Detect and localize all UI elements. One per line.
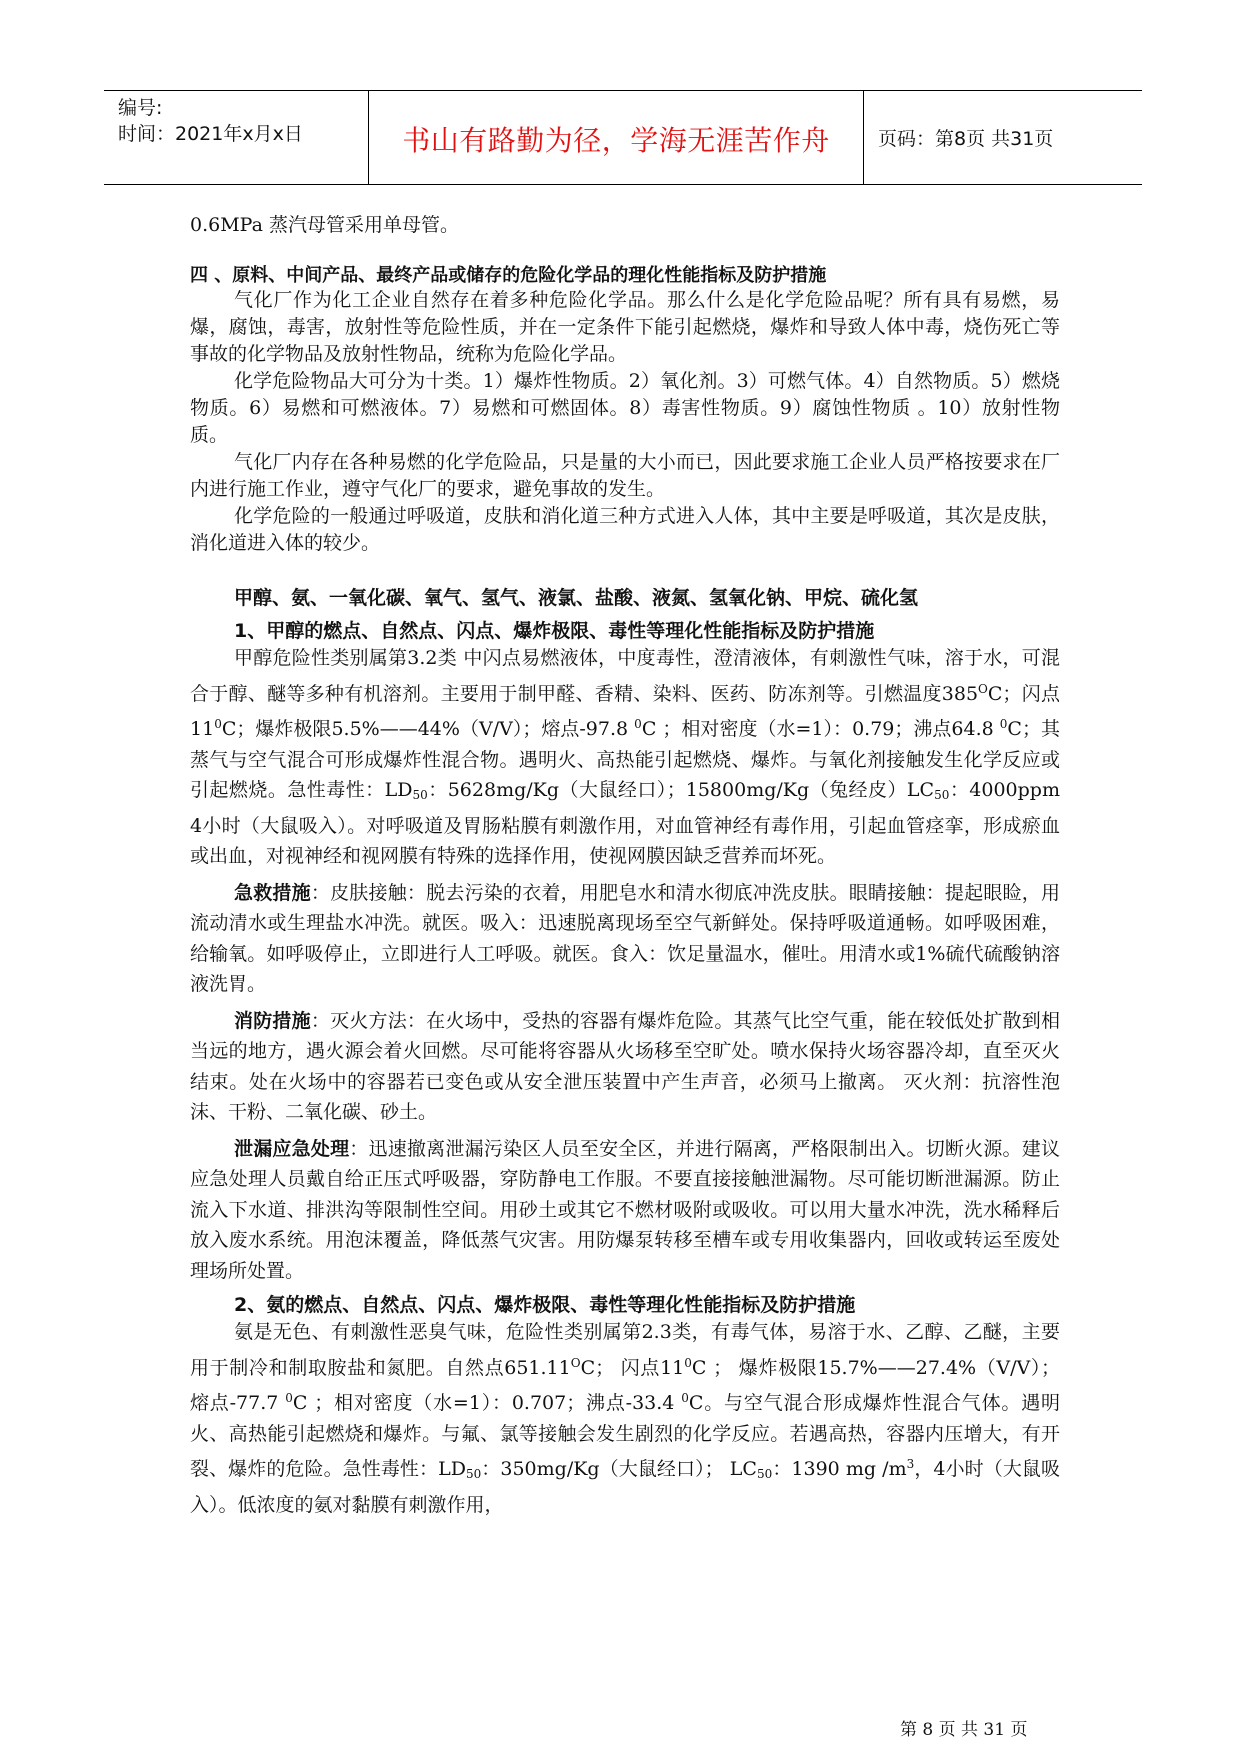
header-motto-cell: [369, 91, 864, 184]
intro-paragraph-1: 气化厂作为化工企业自然存在着多种危险化学品。那么什么是化学危险品呢？所有具有易燃，易爆，腐蚀，毒害，放射性等危险性质，并在一定条件下能引起燃烧，爆炸和导致人体中毒，烧伤死亡等事故的化学物品及放射性物品，统称为危险化学品。: [190, 289, 1060, 365]
page-footer: 第 8 页 共 31 页: [900, 1720, 1028, 1740]
header-page-label: 页码：第8页 共31页: [878, 128, 1054, 150]
methanol-leak-paragraph: 泄漏应急处理：迅速撤离泄漏污染区人员至安全区，并进行隔离，严格限制出入。切断火源。建议应急处理人员戴自给正压式呼吸器，穿防静电工作服。不要直接接触泄漏物。尽可能切断泄漏源。防止流入下水道、排洪沟等限制性空间。用砂土或其它不燃材吸附或吸收。可以用大量水冲洗，洗水稀释后放入废水系统。用泡沫覆盖，降低蒸气灾害。用防爆泵转移至槽车或专用收集器内，回收或转运至废处理场所处置。: [190, 1137, 1060, 1282]
paragraph-steam-pipe: 0.6MPa 蒸汽母管采用单母管。: [190, 214, 459, 236]
methanol-section-title: 1、甲醇的燃点、自然点、闪点、爆炸极限、毒性等理化性能指标及防护措施: [234, 620, 875, 642]
document-number-label: 编号:: [118, 97, 163, 119]
methanol-properties-paragraph: 甲醇危险性类别属第3.2类 中闪点易燃液体，中度毒性，澄清液体，有刺激性气味，溶于水，可混合于醇、醚等多种有机溶剂。主要用于制甲醛、香精、染料、医药、防冻剂等。引燃温度$385^OC$；闪点$11^0C$；爆炸极限5.5%——44%（V/V）；熔点-97.8 $^0$C ；相对密度（水=1）：0.79；沸点64.8 $^0$C；其蒸气与空气混合可形成爆炸性混合物。遇明火、高热能引起燃烧、爆炸。与氧化剂接触发生化学反应或引起燃烧。急性毒性：$LD_{50}$：5628mg/Kg（大鼠经口）；15800mg/Kg（兔经皮）$LC_{50}$：4000ppm 4小时（大鼠吸入）。对呼吸道及胃肠粘膜有刺激作用，对血管神经有毒作用，引起血管痉挛，形成瘀血或出血，对视神经和视网膜有特殊的选择作用，使视网膜因缺乏营养而坏死。: [190, 647, 1060, 867]
first-aid-label: 急救措施: [234, 881, 311, 904]
section-title: 四 、原料、中间产品、最终产品或储存的危险化学品的理化性能指标及防护措施: [190, 265, 827, 286]
chemical-list-heading: 甲醇、氨、一氧化碳、氧气、氢气、液氯、盐酸、液氮、氢氧化钠、甲烷、硫化氢: [234, 587, 919, 609]
intro-paragraph-2: 化学危险物品大可分为十类。1）爆炸性物质。2）氧化剂。3）可燃气体。4）自然物质。5）燃烧物质。6）易燃和可燃液体。7）易燃和可燃固体。8）毒害性物质。9）腐蚀性物质 。10）放射性物质。: [190, 370, 1060, 446]
document-body: [190, 212, 1060, 1520]
intro-paragraph-4: 化学危险的一般通过呼吸道，皮肤和消化道三种方式进入人体，其中主要是呼吸道，其次是皮肤，消化道进入体的较少。: [190, 505, 1060, 554]
methanol-first-aid-paragraph: 急救措施：皮肤接触：脱去污染的衣着，用肥皂水和清水彻底冲洗皮肤。眼睛接触：提起眼睑，用流动清水或生理盐水冲洗。就医。吸入：迅速脱离现场至空气新鲜处。保持呼吸道通畅。如呼吸困难，给输氧。如呼吸停止，立即进行人工呼吸。就医。食入：饮足量温水，催吐。用清水或1%硫代硫酸钠溶液洗胃。: [190, 881, 1060, 995]
intro-paragraph-3: 气化厂内存在各种易燃的化学危险品，只是量的大小而已，因此要求施工企业人员严格按要求在厂内进行施工作业，遵守气化厂的要求，避免事故的发生。: [190, 451, 1060, 500]
ammonia-properties-paragraph: 氨是无色、有刺激性恶臭气味，危险性类别属第2.3类，有毒气体，易溶于水、乙醇、乙醚，主要用于制冷和制取胺盐和氮肥。自然点$651.11^OC$； 闪点$11^0C$ ； 爆炸极限15.7%——27.4%（V/V）； 熔点-77.7 $^0$C ；相对密度（水=1）：0.707；沸点-33.4 $^0$C。与空气混合形成爆炸性混合气体。遇明火、高热能引起燃烧和爆炸。与氟、氯等接触会发生剧烈的化学反应。若遇高热，容器内压增大，有开裂、爆炸的危险。急性毒性：$LD_{50}$：350mg/Kg（大鼠经口）； $LC_{50}$：1390 mg $/m^3$，4小时（大鼠吸入）。低浓度的氨对黏膜有刺激作用，: [190, 1321, 1061, 1516]
methanol-fire-paragraph: 消防措施：灭火方法：在火场中，受热的容器有爆炸危险。其蒸气比空气重，能在较低处扩散到相当远的地方，遇火源会着火回燃。尽可能将容器从火场移至空旷处。喷水保持火场容器冷却，直至灭火结束。处在火场中的容器若已变色或从安全泄压装置中产生声音，必须马上撤离。 灭火剂：抗溶性泡沫、干粉、二氧化碳、砂土。: [190, 1009, 1060, 1123]
header-info-cell: [104, 91, 369, 184]
header-page-cell: [864, 91, 1142, 184]
leak-label: 泄漏应急处理: [234, 1137, 350, 1160]
document-time-label: 时间：2021年x月x日: [118, 123, 303, 145]
ammonia-section-title: 2、氨的燃点、自然点、闪点、爆炸极限、毒性等理化性能指标及防护措施: [234, 1294, 856, 1316]
fire-label: 消防措施: [234, 1009, 311, 1032]
document-header: [104, 90, 1142, 185]
header-motto: 书山有路勤为径，学海无涯苦作舟: [402, 124, 830, 157]
